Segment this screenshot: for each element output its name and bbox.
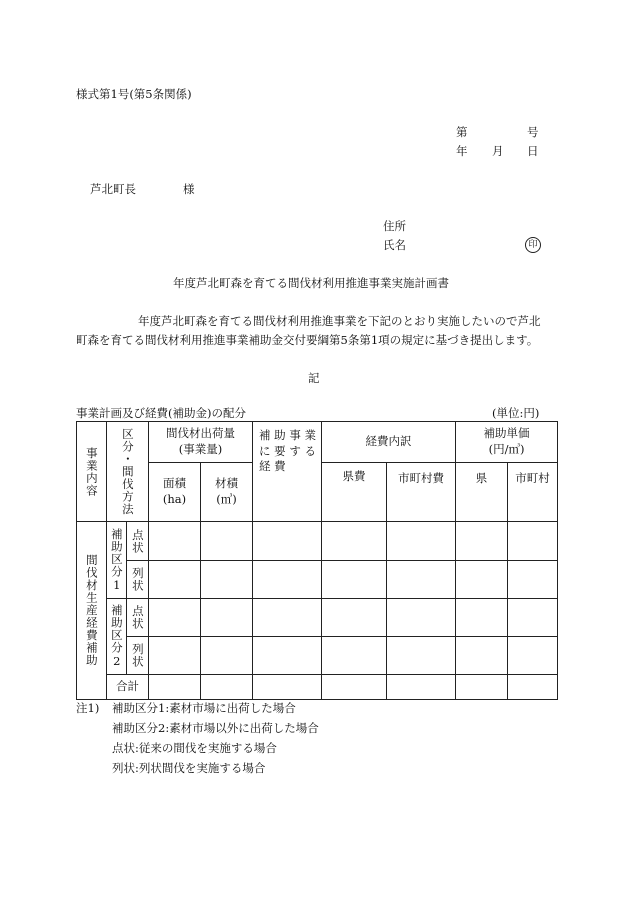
method-tenjo-1: 点状 bbox=[127, 522, 149, 561]
kubun-1: 補助区分1 bbox=[107, 522, 127, 599]
recipient-name: 芦北町長 bbox=[90, 182, 136, 196]
table-cell[interactable] bbox=[322, 599, 387, 637]
table-cell[interactable] bbox=[387, 599, 456, 637]
note-4: 列状:列状間伐を実施する場合 bbox=[112, 761, 266, 775]
table-cell[interactable] bbox=[201, 599, 253, 637]
header-keihi-uchiwake: 経費内訳 bbox=[322, 422, 456, 463]
address-label: 住所 bbox=[383, 219, 406, 233]
table-cell[interactable] bbox=[149, 675, 201, 700]
table-cell[interactable] bbox=[456, 675, 508, 700]
notes-label: 注1) bbox=[76, 701, 100, 715]
unit-label: (単位:円) bbox=[492, 406, 540, 420]
doc-number-dai: 第 bbox=[456, 125, 468, 139]
header-jigyou-naiyou: 事業内容 bbox=[77, 422, 107, 522]
table-cell[interactable] bbox=[201, 522, 253, 561]
header-hojo-jigyou: 補 助 事 業に 要 す る経 費 bbox=[253, 422, 322, 522]
table-cell[interactable] bbox=[322, 637, 387, 675]
table-caption: 事業計画及び経費(補助金)の配分 bbox=[76, 406, 246, 420]
table-cell[interactable] bbox=[201, 637, 253, 675]
table-cell[interactable] bbox=[253, 599, 322, 637]
table-cell[interactable] bbox=[149, 599, 201, 637]
seal-icon: 印 bbox=[525, 237, 541, 253]
date-month: 月 bbox=[492, 144, 504, 158]
table-cell[interactable] bbox=[508, 675, 558, 700]
kubun-2: 補助区分2 bbox=[107, 599, 127, 675]
table-cell[interactable] bbox=[149, 561, 201, 599]
total-label: 合計 bbox=[107, 675, 149, 700]
form-id: 様式第1号(第5条関係) bbox=[76, 87, 192, 101]
ki-heading: 記 bbox=[308, 371, 320, 385]
header-shukkaryou: 間伐材出荷量 (事業量) bbox=[149, 422, 253, 463]
table-cell[interactable] bbox=[253, 522, 322, 561]
table-cell[interactable] bbox=[253, 561, 322, 599]
recipient-sama: 様 bbox=[183, 182, 195, 196]
header-kenpi: 県費 bbox=[322, 463, 387, 522]
note-3: 点状:従来の間伐を実施する場合 bbox=[112, 741, 277, 755]
table-cell[interactable] bbox=[253, 637, 322, 675]
table-cell[interactable] bbox=[508, 637, 558, 675]
table-cell[interactable] bbox=[387, 675, 456, 700]
header-zaiseki: 材積 (㎥) bbox=[201, 463, 253, 522]
table-cell[interactable] bbox=[508, 561, 558, 599]
header-kubun: 区分・間伐方法 bbox=[107, 422, 149, 522]
table-cell[interactable] bbox=[387, 561, 456, 599]
table-cell[interactable] bbox=[387, 522, 456, 561]
date-year: 年 bbox=[456, 144, 468, 158]
method-retsujo-2: 列状 bbox=[127, 637, 149, 675]
note-1: 補助区分1:素材市場に出荷した場合 bbox=[112, 701, 296, 715]
table-cell[interactable] bbox=[201, 561, 253, 599]
table-cell[interactable] bbox=[149, 522, 201, 561]
table-cell[interactable] bbox=[387, 637, 456, 675]
header-ken: 県 bbox=[456, 463, 508, 522]
table-cell[interactable] bbox=[201, 675, 253, 700]
date-day: 日 bbox=[527, 144, 539, 158]
body-line-2: 町森を育てる間伐材利用推進事業補助金交付要綱第5条第1項の規定に基づき提出します。 bbox=[76, 333, 539, 347]
table-cell[interactable] bbox=[456, 561, 508, 599]
body-line-1: 年度芦北町森を育てる間伐材利用推進事業を下記のとおり実施したいので芦北 bbox=[138, 314, 541, 328]
table-cell[interactable] bbox=[456, 599, 508, 637]
name-label: 氏名 bbox=[383, 238, 406, 252]
header-shichoson: 市町村 bbox=[508, 463, 558, 522]
table-cell[interactable] bbox=[322, 675, 387, 700]
table-cell[interactable] bbox=[253, 675, 322, 700]
seal-mark bbox=[525, 236, 541, 253]
doc-number-go: 号 bbox=[527, 125, 539, 139]
table-cell[interactable] bbox=[456, 637, 508, 675]
header-hojo-tanka: 補助単価 (円/㎥) bbox=[456, 422, 558, 463]
table-cell[interactable] bbox=[149, 637, 201, 675]
document-title: 年度芦北町森を育てる間伐材利用推進事業実施計画書 bbox=[173, 276, 449, 290]
note-2: 補助区分2:素材市場以外に出荷した場合 bbox=[112, 721, 319, 735]
header-menseki: 面積 (ha) bbox=[149, 463, 201, 522]
header-shichosonpi: 市町村費 bbox=[387, 463, 456, 522]
row-category: 間伐材生産経費補助 bbox=[77, 522, 107, 700]
table-cell[interactable] bbox=[508, 599, 558, 637]
table-cell[interactable] bbox=[322, 561, 387, 599]
method-tenjo-2: 点状 bbox=[127, 599, 149, 637]
method-retsujo-1: 列状 bbox=[127, 561, 149, 599]
table-cell[interactable] bbox=[322, 522, 387, 561]
table-cell[interactable] bbox=[456, 522, 508, 561]
plan-table bbox=[76, 421, 558, 700]
table-cell[interactable] bbox=[508, 522, 558, 561]
